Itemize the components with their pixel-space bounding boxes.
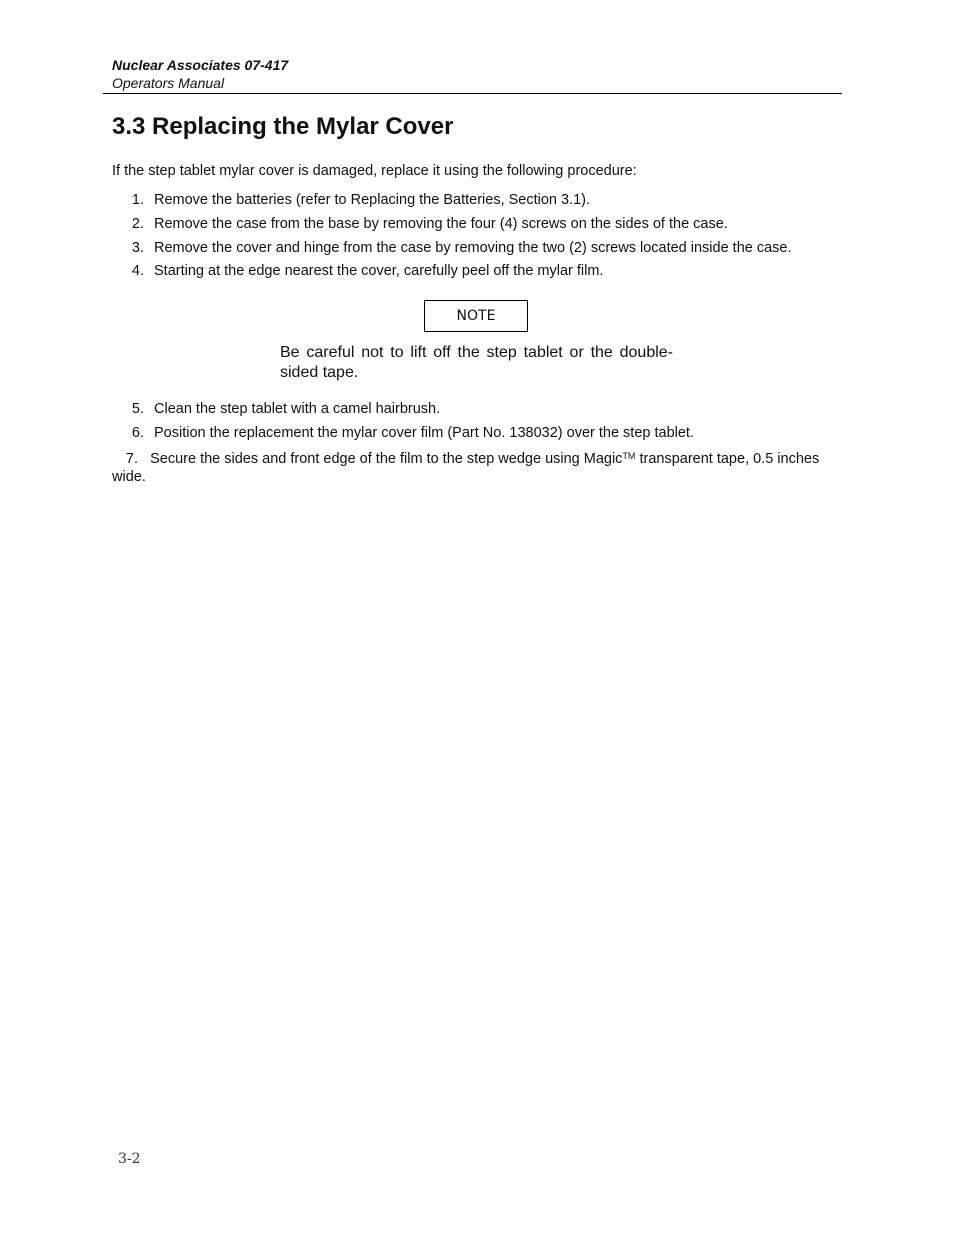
step-number: 2. (131, 216, 144, 232)
step-text: Position the replacement the mylar cover film (Part No. 138032) over the step tablet. (154, 425, 694, 441)
trademark-mark: TM (622, 451, 636, 461)
list-item (112, 191, 590, 209)
list-item (112, 447, 842, 486)
list-item (112, 239, 792, 257)
step-text: Remove the cover and hinge from the case by removing the two (2) screws located inside the case. (154, 240, 792, 256)
list-item (112, 215, 728, 233)
step-number: 5. (131, 401, 144, 417)
note-text: Be careful not to lift off the step tablet or the double-sided tape. (280, 344, 673, 381)
step-number: 7. (125, 451, 138, 467)
header-title: Nuclear Associates 07-417 (112, 57, 289, 73)
list-item (112, 424, 694, 442)
step-number: 1. (131, 192, 144, 208)
page-number: 3-2 (118, 1151, 141, 1167)
step-text: Starting at the edge nearest the cover, carefully peel off the mylar film. (154, 263, 604, 279)
list-item (112, 262, 603, 280)
step-number: 6. (131, 425, 144, 441)
step-text: Clean the step tablet with a camel hairbrush. (154, 401, 441, 417)
step-text: Secure the sides and front edge of the film to the step wedge using Magic (150, 451, 623, 467)
step-text: Remove the case from the base by removing the four (4) screws on the sides of the case. (154, 216, 728, 232)
running-header (112, 56, 842, 92)
note-label-box: NOTE (424, 300, 528, 332)
step-number: 3. (131, 240, 144, 256)
step-number: 4. (131, 263, 144, 279)
intro-paragraph: If the step tablet mylar cover is damaged, replace it using the following procedure: (112, 163, 637, 179)
step-text-continued: transparent tape, 0.5 inches wide. (112, 451, 820, 485)
step-text: Remove the batteries (refer to Replacing the Batteries, Section 3.1). (154, 192, 591, 208)
header-subtitle: Operators Manual (112, 75, 225, 91)
list-item (112, 400, 440, 418)
section-title: 3.3 Replacing the Mylar Cover (112, 113, 454, 140)
header-divider (103, 93, 842, 94)
